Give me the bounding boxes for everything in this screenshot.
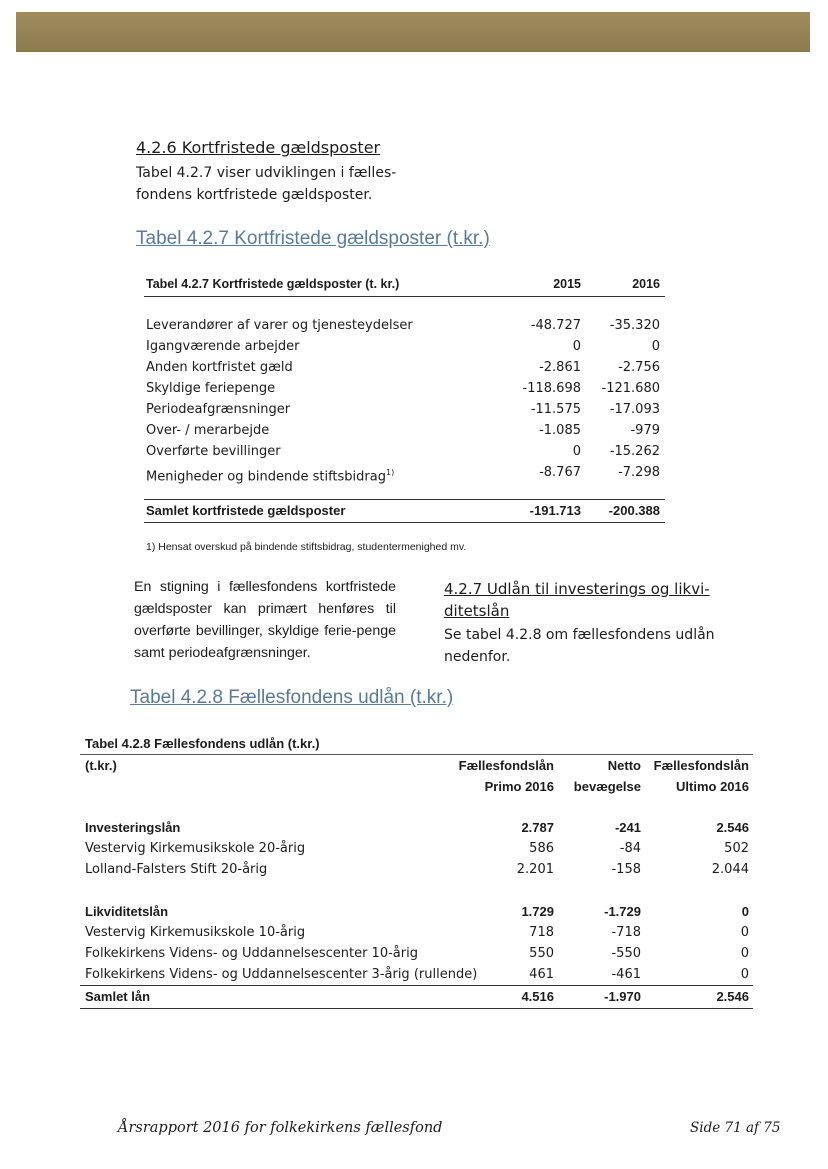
value-primo: 2.787	[521, 820, 554, 835]
table-title: Tabel 4.2.7 Kortfristede gældsposter (t. kr.)	[146, 277, 400, 291]
total-ultimo: 2.546	[716, 989, 749, 1004]
table-row	[80, 859, 753, 880]
value-ultimo: 0	[740, 925, 749, 940]
value-2015: 0	[572, 339, 581, 354]
section-text-427: Se tabel 4.2.8 om fællesfondens udlån nedenfor.	[444, 627, 715, 665]
table-row	[144, 420, 665, 441]
row-label: Over- / merarbejde	[146, 423, 270, 438]
row-label: Menigheder og bindende stiftsbidrag$^{1)}$	[146, 468, 395, 485]
value-netto: -718	[611, 925, 641, 940]
table-caption-428: Tabel 4.2.8 Fællesfondens udlån (t.kr.)	[130, 687, 454, 708]
value-2016: -17.093	[609, 402, 660, 417]
value-2016: -15.262	[609, 444, 660, 459]
value-2015: -2.861	[539, 360, 581, 375]
row-label: Vestervig Kirkemusikskole 20-årig	[85, 841, 306, 856]
table-row	[80, 922, 753, 943]
group-label: Investeringslån	[85, 820, 181, 835]
table-row	[80, 838, 753, 859]
value-netto: -84	[619, 841, 641, 856]
column-header-ultimo-line2: Ultimo 2016	[676, 779, 749, 794]
total-2015: -191.713	[529, 503, 581, 518]
column-header-netto: Netto	[607, 758, 641, 773]
value-2016: -121.680	[601, 381, 660, 396]
column-header-ultimo: Fællesfondslån	[653, 758, 749, 773]
total-label: Samlet lån	[85, 989, 151, 1004]
table-428	[80, 734, 753, 1009]
row-label: Anden kortfristet gæld	[146, 360, 293, 375]
value-ultimo: 0	[740, 946, 749, 961]
total-primo: 4.516	[521, 989, 554, 1004]
row-label: Skyldige feriepenge	[146, 381, 276, 396]
page-number: Side 71 af 75	[690, 1120, 781, 1136]
table-row	[144, 357, 665, 378]
header-banner	[16, 12, 810, 52]
group-label: Likviditetslån	[85, 904, 169, 919]
row-label: Folkekirkens Videns- og Uddannelsescenter 3-årig (rullende)	[85, 967, 478, 982]
value-2016: -35.320	[609, 318, 660, 333]
value-ultimo: 0	[741, 904, 749, 919]
value-ultimo: 2.546	[716, 820, 749, 835]
value-2015: -11.575	[530, 402, 581, 417]
table-row	[144, 441, 665, 462]
value-2015: -118.698	[522, 381, 581, 396]
row-label: Igangværende arbejder	[146, 339, 300, 354]
paragraph-left: En stigning i fællesfondens kortfristede gældsposter kan primært henføres til overførte bevillinger, skyldige ferie-penge samt periodeafgrænsninger.	[134, 579, 396, 661]
table-caption-427: Tabel 4.2.7 Kortfristede gældsposter (t.kr.)	[136, 228, 490, 249]
value-2015: -48.727	[530, 318, 581, 333]
row-label: Leverandører af varer og tjenesteydelser	[146, 318, 413, 333]
table-427	[144, 274, 665, 523]
total-label: Samlet kortfristede gældsposter	[146, 503, 346, 518]
footnote-marker: 1)	[385, 468, 395, 477]
value-netto: -461	[611, 967, 641, 982]
column-header-2015: 2015	[553, 277, 581, 291]
value-netto: -241	[614, 820, 641, 835]
footer-title: Årsrapport 2016 for folkekirkens fællesfond	[118, 1120, 443, 1136]
value-primo: 2.201	[516, 862, 554, 877]
value-2016: -7.298	[618, 465, 660, 480]
row-label: Vestervig Kirkemusikskole 10-årig	[85, 925, 306, 940]
value-netto: -158	[611, 862, 641, 877]
total-netto: -1.970	[604, 989, 641, 1004]
value-ultimo: 502	[724, 841, 749, 856]
table-footnote: 1) Hensat overskud på bindende stiftsbidrag, studentermenighed mv.	[146, 541, 467, 553]
table-row	[144, 462, 665, 483]
value-2016: -979	[630, 423, 660, 438]
unit-label: (t.kr.)	[85, 758, 117, 773]
column-header-netto-line2: bevægelse	[573, 779, 641, 794]
row-label: Lolland-Falsters Stift 20-årig	[85, 862, 268, 877]
table-title: Tabel 4.2.8 Fællesfondens udlån (t.kr.)	[85, 736, 320, 751]
value-primo: 718	[529, 925, 554, 940]
value-ultimo: 0	[740, 967, 749, 982]
column-header-primo-line2: Primo 2016	[484, 779, 554, 794]
row-label: Folkekirkens Videns- og Uddannelsescenter 10-årig	[85, 946, 418, 961]
section-heading-426: 4.2.6 Kortfristede gældsposter	[136, 138, 381, 157]
value-netto: -550	[611, 946, 641, 961]
section-text-426: Tabel 4.2.7 viser udviklingen i fælles-fondens kortfristede gældsposter.	[136, 165, 397, 203]
row-label: Overførte bevillinger	[146, 444, 281, 459]
table-title-row	[80, 734, 753, 755]
value-2016: -2.756	[618, 360, 660, 375]
value-netto: -1.729	[604, 904, 641, 919]
table-total-row	[80, 985, 753, 1009]
value-2015: -8.767	[539, 465, 581, 480]
table-header-row	[144, 274, 665, 297]
table-row	[144, 399, 665, 420]
column-header-primo: Fællesfondslån	[458, 758, 554, 773]
value-primo: 1.729	[521, 904, 554, 919]
column-header-2016: 2016	[632, 277, 660, 291]
table-header-row	[80, 755, 753, 776]
value-ultimo: 2.044	[711, 862, 749, 877]
table-total-row	[144, 499, 665, 523]
table-header-row-2	[80, 776, 753, 797]
table-row	[144, 315, 665, 336]
section-heading-427: 4.2.7 Udlån til investerings og likvi-ditetslån	[444, 580, 710, 620]
value-2015: -1.085	[539, 423, 581, 438]
row-label: Periodeafgrænsninger	[146, 402, 291, 417]
table-row	[80, 964, 753, 985]
table-row	[80, 943, 753, 964]
value-2015: 0	[572, 444, 581, 459]
value-primo: 461	[529, 967, 554, 982]
table-row	[144, 336, 665, 357]
value-primo: 586	[529, 841, 554, 856]
value-primo: 550	[529, 946, 554, 961]
group-row-investeringslan	[80, 817, 753, 838]
value-2016: 0	[651, 339, 660, 354]
table-row	[144, 378, 665, 399]
total-2016: -200.388	[608, 503, 660, 518]
group-row-likviditetslan	[80, 901, 753, 922]
